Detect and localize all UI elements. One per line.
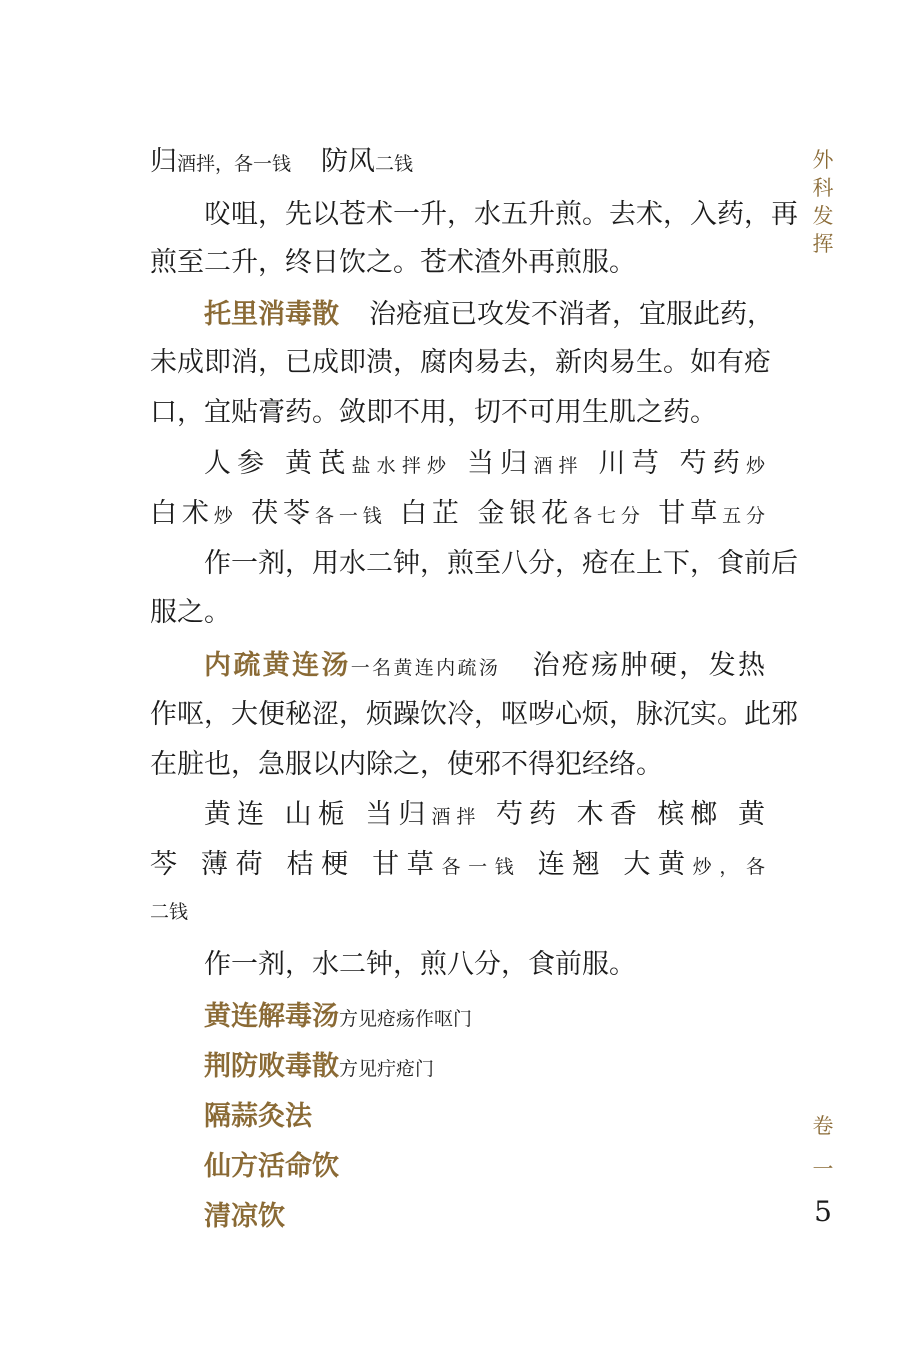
ingredient-line: 黄连 山栀 当归酒拌 芍药 木香 槟榔 黄	[204, 799, 765, 830]
prescription-title: 内疏黄连汤	[204, 650, 351, 681]
prescription-heading-line: 荆防败毒散方见疔疮门	[204, 1051, 435, 1082]
text-line: 作一剂，用水二钟，煎至八分，疮在上下，食前后	[204, 548, 798, 579]
ingredient-line: 白术炒 茯苓各一钱 白芷 金银花各七分 甘草五分	[150, 498, 765, 529]
ingredient-line: 芩 薄荷 桔梗 甘草各一钱 连翘 大黄炒，各	[150, 849, 765, 880]
text-line: 煎至二升，终日饮之。苍术渣外再煎服。	[150, 247, 636, 278]
prescription-title: 清凉饮	[204, 1201, 285, 1232]
text-line: 二钱	[150, 901, 189, 923]
volume-label-1: 卷	[812, 1114, 834, 1138]
text-line: 归酒拌，各一钱 防风二钱	[150, 146, 414, 177]
prescription-title: 托里消毒散	[204, 299, 339, 330]
prescription-heading-line: 托里消毒散 治疮疽已攻发不消者，宜服此药，	[204, 299, 774, 330]
text-line: 作一剂，水二钟，煎八分，食前服。	[204, 949, 636, 980]
text-line: 未成即消，已成即溃，腐肉易去，新肉易生。如有疮	[150, 347, 771, 378]
page-number: 5	[814, 1195, 832, 1228]
text-line: 作呕，大便秘涩，烦躁饮冷，呕哕心烦，脉沉实。此邪	[150, 699, 798, 730]
prescription-heading-line: 黄连解毒汤方见疮疡作呕门	[204, 1001, 473, 1032]
prescription-title: 荆防败毒散	[204, 1051, 339, 1082]
ingredient-line: 人参 黄芪盐水拌炒 当归酒拌 川芎 芍药炒	[204, 448, 765, 479]
text-line: 口，宜贴膏药。敛即不用，切不可用生肌之药。	[150, 397, 717, 428]
prescription-title: 黄连解毒汤	[204, 1001, 339, 1032]
prescription-heading-line	[204, 1197, 765, 1237]
text-line: 㕮咀，先以苍术一升，水五升煎。去术，入药，再	[204, 199, 798, 230]
prescription-heading-line	[204, 1147, 765, 1187]
volume-label-2: 一	[812, 1157, 834, 1181]
prescription-title: 隔蒜灸法	[204, 1101, 312, 1132]
text-line: 服之。	[150, 597, 231, 628]
running-head-book-title: 外 科 发 挥	[812, 148, 834, 256]
text-line: 在脏也，急服以内除之，使邪不得犯经络。	[150, 749, 663, 780]
prescription-title: 仙方活命饮	[204, 1151, 339, 1182]
prescription-heading-line: 内疏黄连汤一名黄连内疏汤 治疮疡肿硬，发热	[204, 650, 765, 681]
prescription-heading-line	[204, 1097, 765, 1137]
